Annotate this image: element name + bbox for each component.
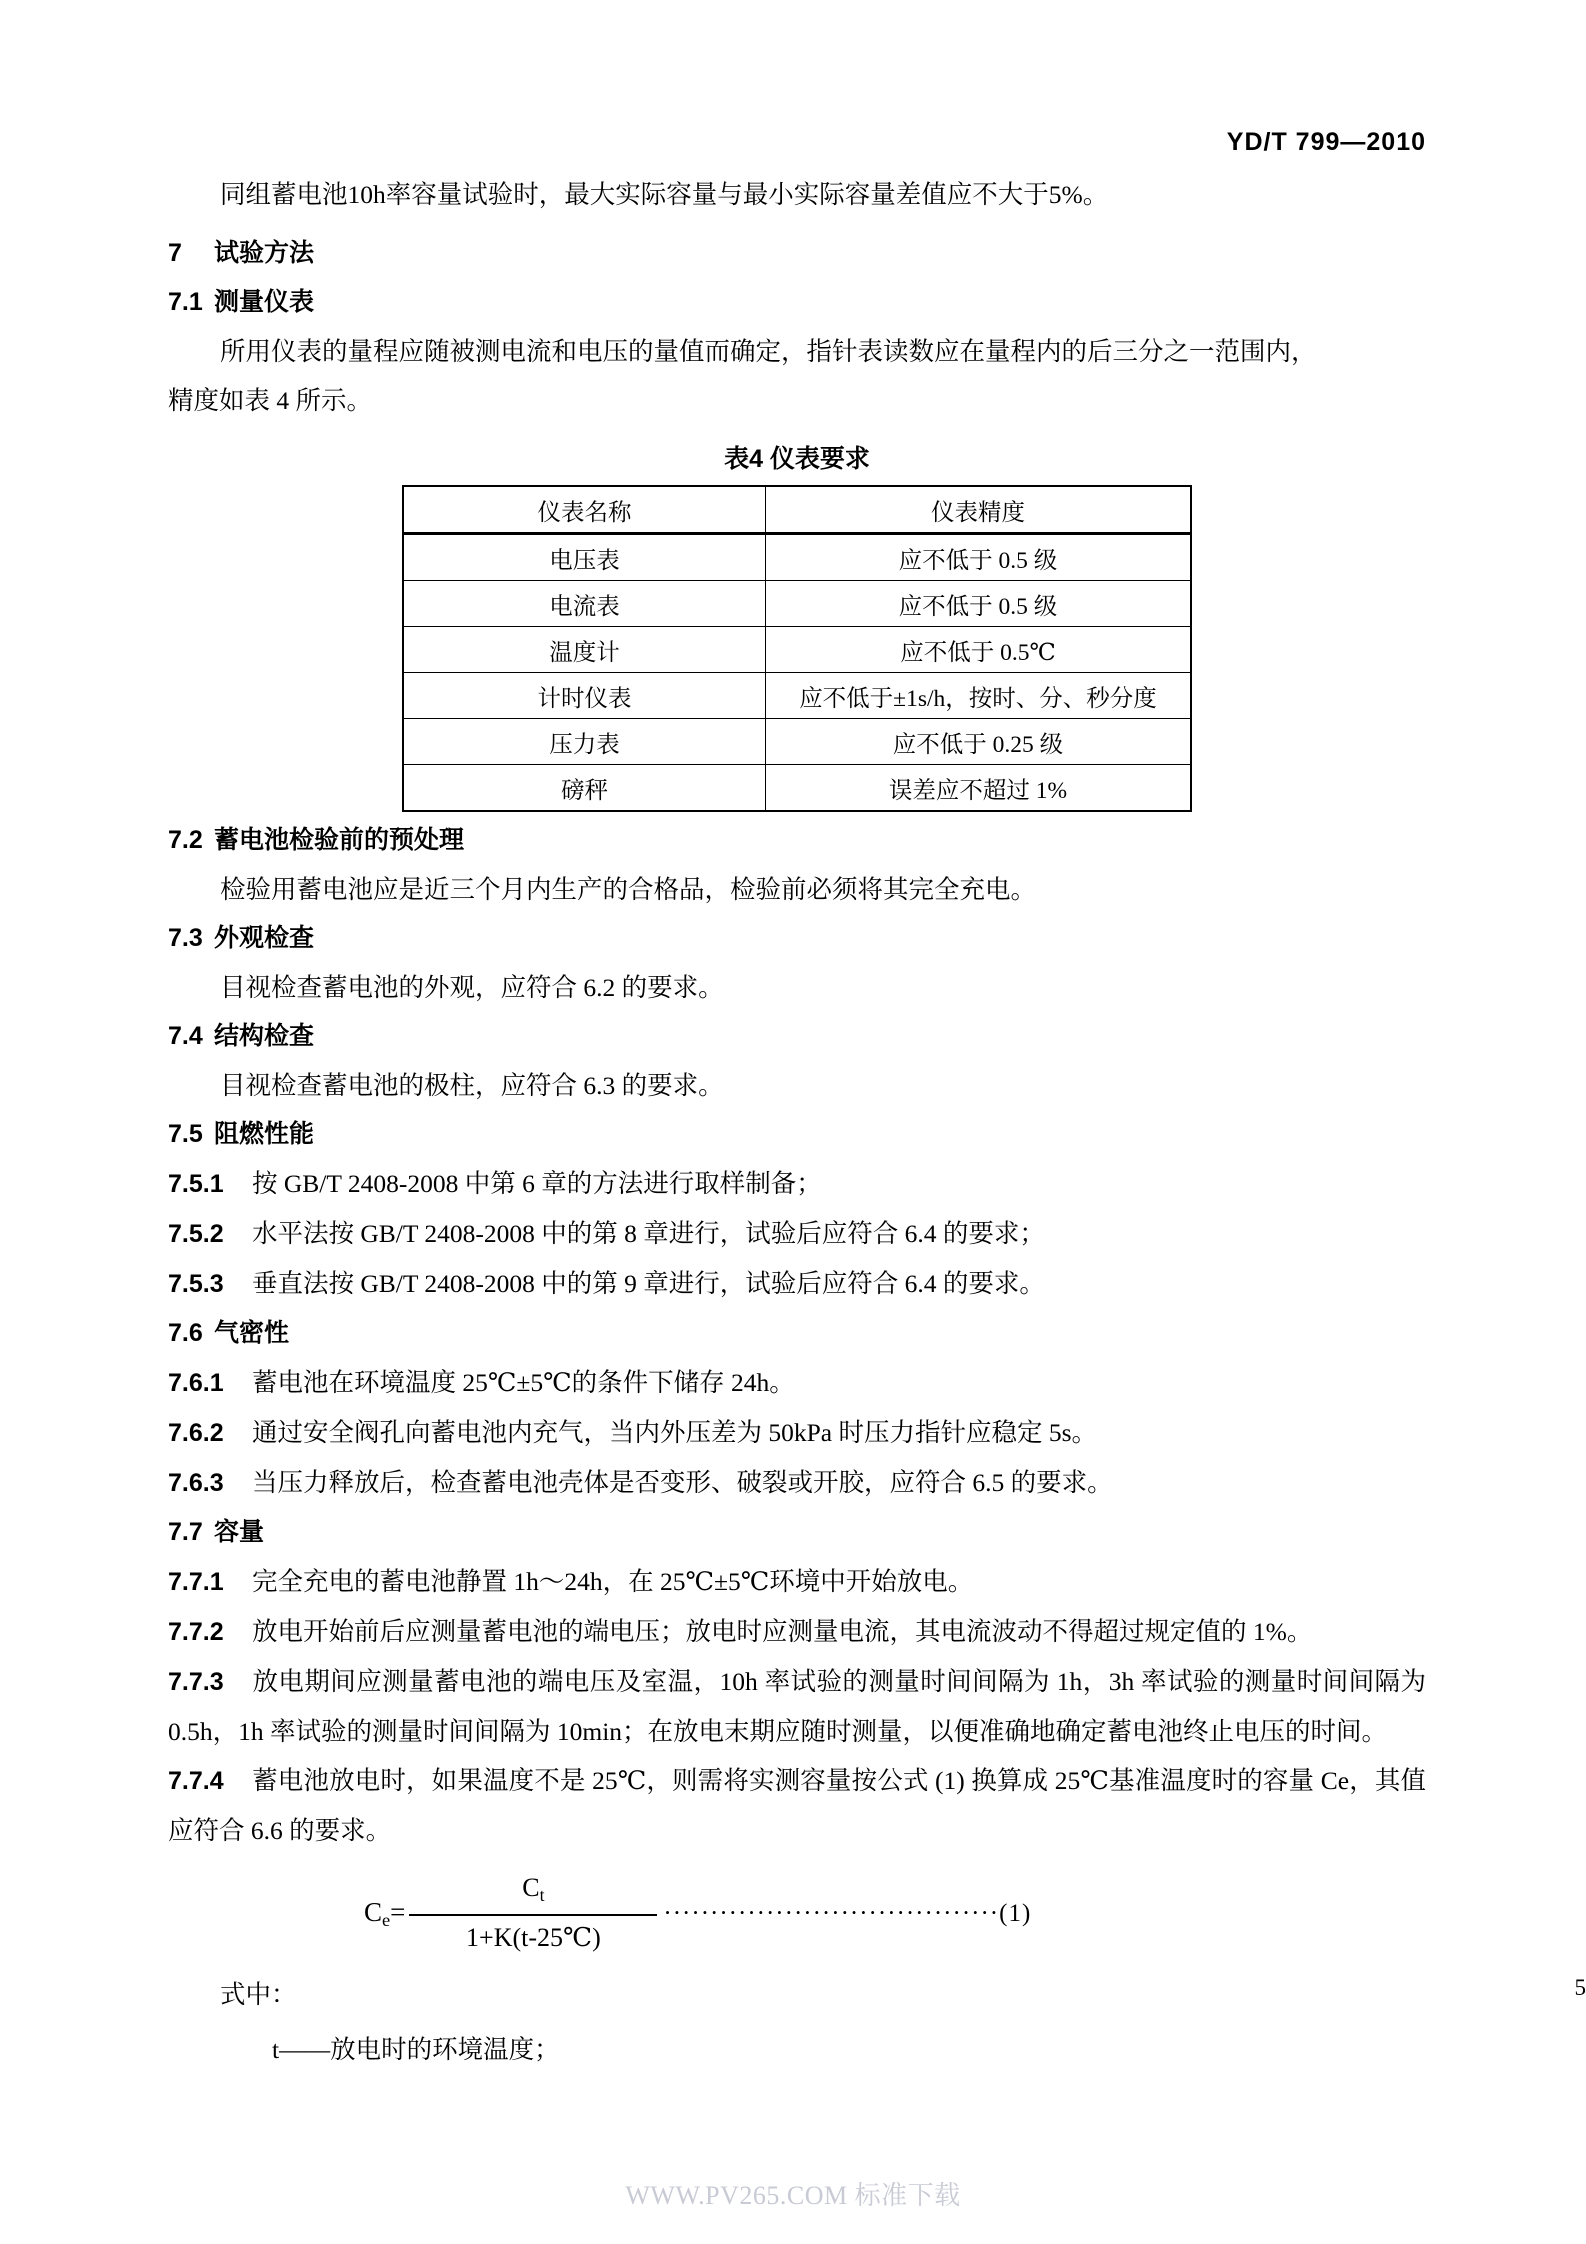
clause-7-6-3 <box>168 1458 1426 1508</box>
clause-text-7-5-3: 垂直法按 GB/T 2408-2008 中的第 9 章进行，试验后应符合 6.4 的要求。 <box>252 1269 1045 1298</box>
clause-number-7-6-2: 7.6.2 <box>168 1419 224 1447</box>
section-number-7-1: 7.1 <box>168 288 203 316</box>
where-item-t: t——放电时的环境温度； <box>272 2035 560 2065</box>
table-cell-instrument: 电压表 <box>403 534 765 581</box>
table-cell-instrument: 电流表 <box>403 581 765 627</box>
clause-text-7-7-1: 完全充电的蓄电池静置 1h～24h，在 25℃±5℃环境中开始放电。 <box>252 1567 974 1596</box>
table-cell-accuracy: 应不低于 0.5 级 <box>765 534 1191 581</box>
section-heading-7-4 <box>168 1012 1426 1061</box>
where-label: 式中： <box>220 1980 297 2010</box>
table-header-cell-accuracy: 仪表精度 <box>765 486 1191 534</box>
clause-text-7-5-2: 水平法按 GB/T 2408-2008 中的第 8 章进行，试验后应符合 6.4 的要求； <box>252 1219 1045 1248</box>
section-number-7-6: 7.6 <box>168 1319 203 1347</box>
clause-number-7-5-1: 7.5.1 <box>168 1170 224 1198</box>
clause-text-7-6-3: 当压力释放后，检查蓄电池壳体是否变形、破裂或开胶，应符合 6.5 的要求。 <box>252 1468 1113 1497</box>
section-number-7-2: 7.2 <box>168 826 203 854</box>
clause-7-7-3 <box>168 1657 1426 1756</box>
table-cell-instrument: 压力表 <box>403 719 765 765</box>
section-7-1-body-line2: 精度如表 4 所示。 <box>168 386 373 415</box>
clause-number-7-5-2: 7.5.2 <box>168 1220 224 1248</box>
formula-left-subscript: e <box>382 1909 391 1930</box>
clause-7-5-2 <box>168 1209 1426 1259</box>
document-header <box>168 128 1426 157</box>
clause-text-7-7-3: 放电期间应测量蓄电池的端电压及室温，10h 率试验的测量时间间隔为 1h，3h 率试验的测量时间间隔为 0.5h，1h 率试验的测量时间间隔为 10min；在放电末期应随时测量，以便准确地确定蓄电池终止电压的时间。 <box>168 1667 1426 1746</box>
watermark: WWW.PV265.COM 标准下载 <box>625 2181 961 2210</box>
clause-text-7-6-2: 通过安全阀孔向蓄电池内充气，当内外压差为 50kPa 时压力指针应稳定 5s。 <box>252 1418 1098 1447</box>
table-row <box>403 765 1191 812</box>
clause-number-7-7-1: 7.7.1 <box>168 1568 224 1596</box>
clause-number-7-6-3: 7.6.3 <box>168 1469 224 1497</box>
formula-leader-dots <box>663 1900 1031 1928</box>
formula-numerator <box>522 1871 544 1914</box>
formula-left-base: C <box>364 1896 383 1927</box>
section-heading-7 <box>168 229 1426 278</box>
section-heading-7-2 <box>168 816 1426 865</box>
clause-text-7-7-2: 放电开始前后应测量蓄电池的端电压；放电时应测量电流，其电流波动不得超过规定值的 1%。 <box>252 1617 1313 1646</box>
page-number: 5 <box>1574 1975 1586 2000</box>
table-cell-accuracy: 误差应不超过 1% <box>765 765 1191 812</box>
section-heading-7-5 <box>168 1110 1426 1159</box>
section-7-1-body-line1: 所用仪表的量程应随被测电流和电压的量值而确定，指针表读数应在量程内的后三分之一范围内， <box>220 337 1317 366</box>
table-row <box>403 627 1191 673</box>
section-number-7-4: 7.4 <box>168 1022 203 1050</box>
section-title-7-7: 容量 <box>214 1518 265 1546</box>
section-title-7-2: 蓄电池检验前的预处理 <box>214 826 465 854</box>
page-content <box>168 0 1426 2074</box>
clause-7-7-4 <box>168 1756 1426 1855</box>
section-heading-7-7 <box>168 1508 1426 1557</box>
section-title-7-5: 阻燃性能 <box>214 1120 315 1148</box>
section-heading-7-1 <box>168 278 1426 327</box>
table-row <box>403 581 1191 627</box>
clause-number-7-5-3: 7.5.3 <box>168 1270 224 1298</box>
section-title-7-4: 结构检查 <box>214 1022 315 1050</box>
formula-denominator: 1+K(t-25℃) <box>466 1923 601 1953</box>
section-title-7: 试验方法 <box>214 239 315 267</box>
table-row <box>403 719 1191 765</box>
clause-7-7-2 <box>168 1607 1426 1657</box>
clause-number-7-7-3: 7.7.3 <box>168 1668 224 1696</box>
table-cell-instrument: 温度计 <box>403 627 765 673</box>
clause-7-6-2 <box>168 1408 1426 1458</box>
intro-paragraph: 同组蓄电池10h率容量试验时，最大实际容量与最小实际容量差值应不大于5%。 <box>220 180 1109 209</box>
section-number-7-7: 7.7 <box>168 1518 203 1546</box>
formula-1 <box>168 1871 1426 1956</box>
formula-numerator-subscript: t <box>539 1884 545 1905</box>
section-heading-7-6 <box>168 1309 1426 1358</box>
table-cell-instrument: 磅秤 <box>403 765 765 812</box>
table-row <box>403 534 1191 581</box>
section-title-7-1: 测量仪表 <box>214 288 315 316</box>
table-cell-accuracy: 应不低于 0.5℃ <box>765 627 1191 673</box>
formula-numerator-base: C <box>522 1873 540 1902</box>
clause-text-7-6-1: 蓄电池在环境温度 25℃±5℃的条件下储存 24h。 <box>252 1368 795 1397</box>
formula-equals: = <box>390 1896 406 1927</box>
formula-number: (1) <box>999 1899 1032 1927</box>
clause-7-5-3 <box>168 1259 1426 1309</box>
table-cell-accuracy: 应不低于 0.5 级 <box>765 581 1191 627</box>
section-number-7-5: 7.5 <box>168 1120 203 1148</box>
table-cell-accuracy: 应不低于 0.25 级 <box>765 719 1191 765</box>
table-row <box>403 673 1191 719</box>
table-cell-instrument: 计时仪表 <box>403 673 765 719</box>
section-number-7-3: 7.3 <box>168 924 203 952</box>
section-7-4-body: 目视检查蓄电池的极柱，应符合 6.3 的要求。 <box>220 1071 724 1100</box>
section-number-7: 7 <box>168 239 182 267</box>
standard-number: YD/T 799—2010 <box>1226 128 1426 156</box>
table-header-row <box>403 486 1191 534</box>
section-7-2-body: 检验用蓄电池应是近三个月内生产的合格品，检验前必须将其完全充电。 <box>220 875 1037 904</box>
clause-number-7-7-4: 7.7.4 <box>168 1767 224 1795</box>
table4-instrument-requirements <box>402 485 1192 812</box>
clause-number-7-6-1: 7.6.1 <box>168 1369 224 1397</box>
section-7-3-body: 目视检查蓄电池的外观，应符合 6.2 的要求。 <box>220 973 724 1002</box>
formula-left-side <box>364 1897 405 1931</box>
table-cell-accuracy: 应不低于±1s/h，按时、分、秒分度 <box>765 673 1191 719</box>
table4-caption: 表4 仪表要求 <box>724 445 870 473</box>
table-header-cell-name: 仪表名称 <box>403 486 765 534</box>
formula-fraction <box>409 1871 657 1956</box>
clause-number-7-7-2: 7.7.2 <box>168 1618 224 1646</box>
clause-7-5-1 <box>168 1159 1426 1209</box>
section-heading-7-3 <box>168 914 1426 963</box>
clause-text-7-5-1: 按 GB/T 2408-2008 中第 6 章的方法进行取样制备； <box>252 1169 822 1198</box>
clause-text-7-7-4: 蓄电池放电时，如果温度不是 25℃，则需将实测容量按公式 (1) 换算成 25℃基准温度时的容量 Ce，其值应符合 6.6 的要求。 <box>168 1766 1426 1845</box>
section-title-7-6: 气密性 <box>214 1319 290 1347</box>
clause-7-6-1 <box>168 1358 1426 1408</box>
formula-dots: ···································· <box>663 1899 1000 1927</box>
section-title-7-3: 外观检查 <box>214 924 315 952</box>
clause-7-7-1 <box>168 1557 1426 1607</box>
